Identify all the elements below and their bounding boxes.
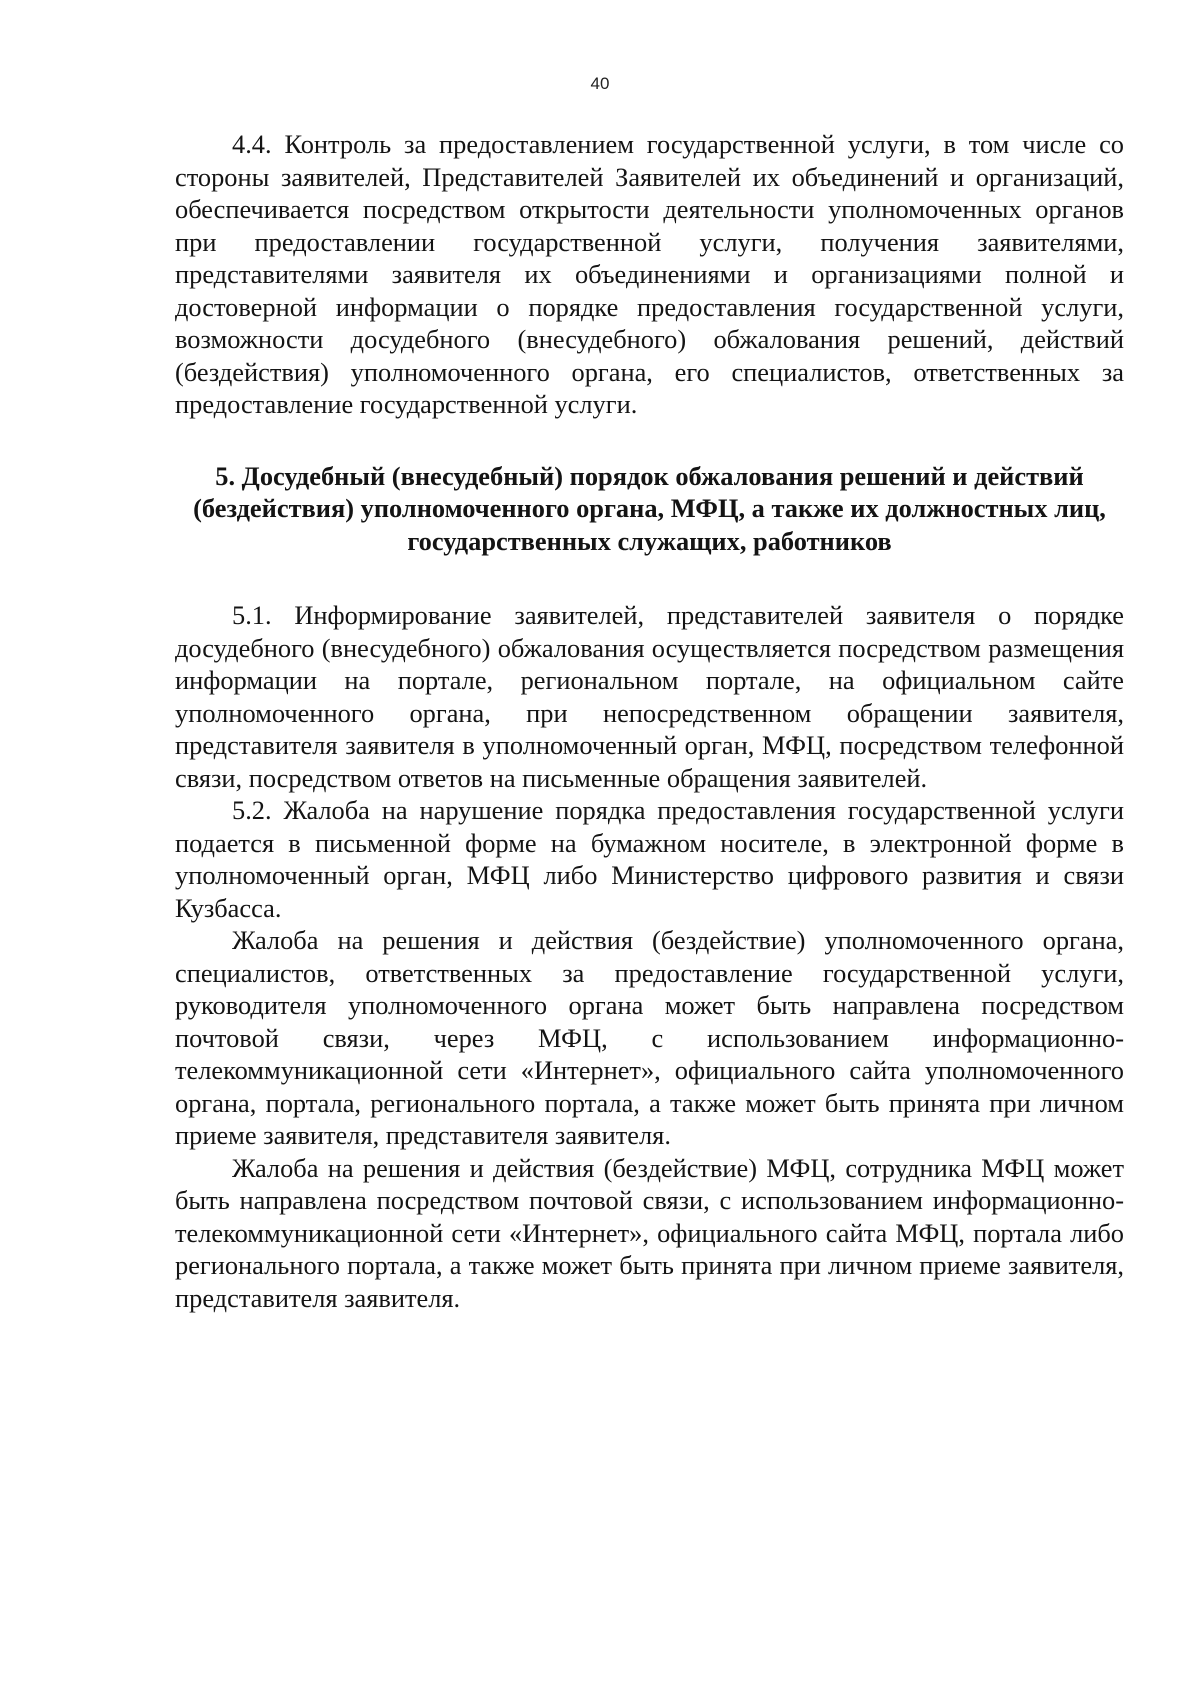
paragraph-5-2: 5.2. Жалоба на нарушение порядка предоставления государственной услуги подается в письменной форме на бумажном носителе, в электронной форме в уполномоченный орган, МФЦ либо Министерство цифрового развития и связи Кузбасса. (175, 795, 1124, 923)
paragraph-complaint-mfc: Жалоба на решения и действия (бездействие) МФЦ, сотрудника МФЦ может быть направлена посредством почтовой связи, с использованием информационно-телекоммуникационной сети «Интернет», официального сайта МФЦ, портала либо регионального портала, а также может быть принята при личном приеме заявителя, представителя заявителя. (175, 1152, 1124, 1313)
paragraph-4-4: 4.4. Контроль за предоставлением государственной услуги, в том числе со стороны заявителей, Представителей Заявителей их объединений и организаций, обеспечивается посредством открытости деятельности уполномоченных органов при предоставлении государственной услуги, получения заявителями, представителями заявителя их объединениями и организациями полной и достоверной информации о порядке предоставления государственной услуги, возможности досудебного (внесудебного) обжалования решений, действий (бездействия) уполномоченного органа, его специалистов, ответственных за предоставление государственной услуги. (175, 129, 1124, 419)
page-number: 40 (590, 74, 610, 93)
paragraph-complaint-authority: Жалоба на решения и действия (бездействие) уполномоченного органа, специалистов, ответственных за предоставление государственной услуги, руководителя уполномоченного органа может быть направлена посредством почтовой связи, через МФЦ, с использованием информационно-телекоммуникационной сети «Интернет», официального сайта уполномоченного органа, портала, регионального портала, а также может быть принята при личном приеме заявителя, представителя заявителя. (175, 925, 1124, 1150)
paragraph-5-1: 5.1. Информирование заявителей, представителей заявителя о порядке досудебного (внесудебного) обжалования осуществляется посредством размещения информации на портале, региональном портале, на официальном сайте уполномоченного органа, при непосредственном обращении заявителя, представителя заявителя в уполномоченный орган, МФЦ, посредством телефонной связи, посредством ответов на письменные обращения заявителей. (175, 600, 1124, 793)
section-5-heading: 5. Досудебный (внесудебный) порядок обжалования решений и действий (бездействия) уполномоченного органа, МФЦ, а также их должностных лиц, государственных служащих, работников (193, 460, 1106, 556)
document-body (175, 128, 1124, 1314)
